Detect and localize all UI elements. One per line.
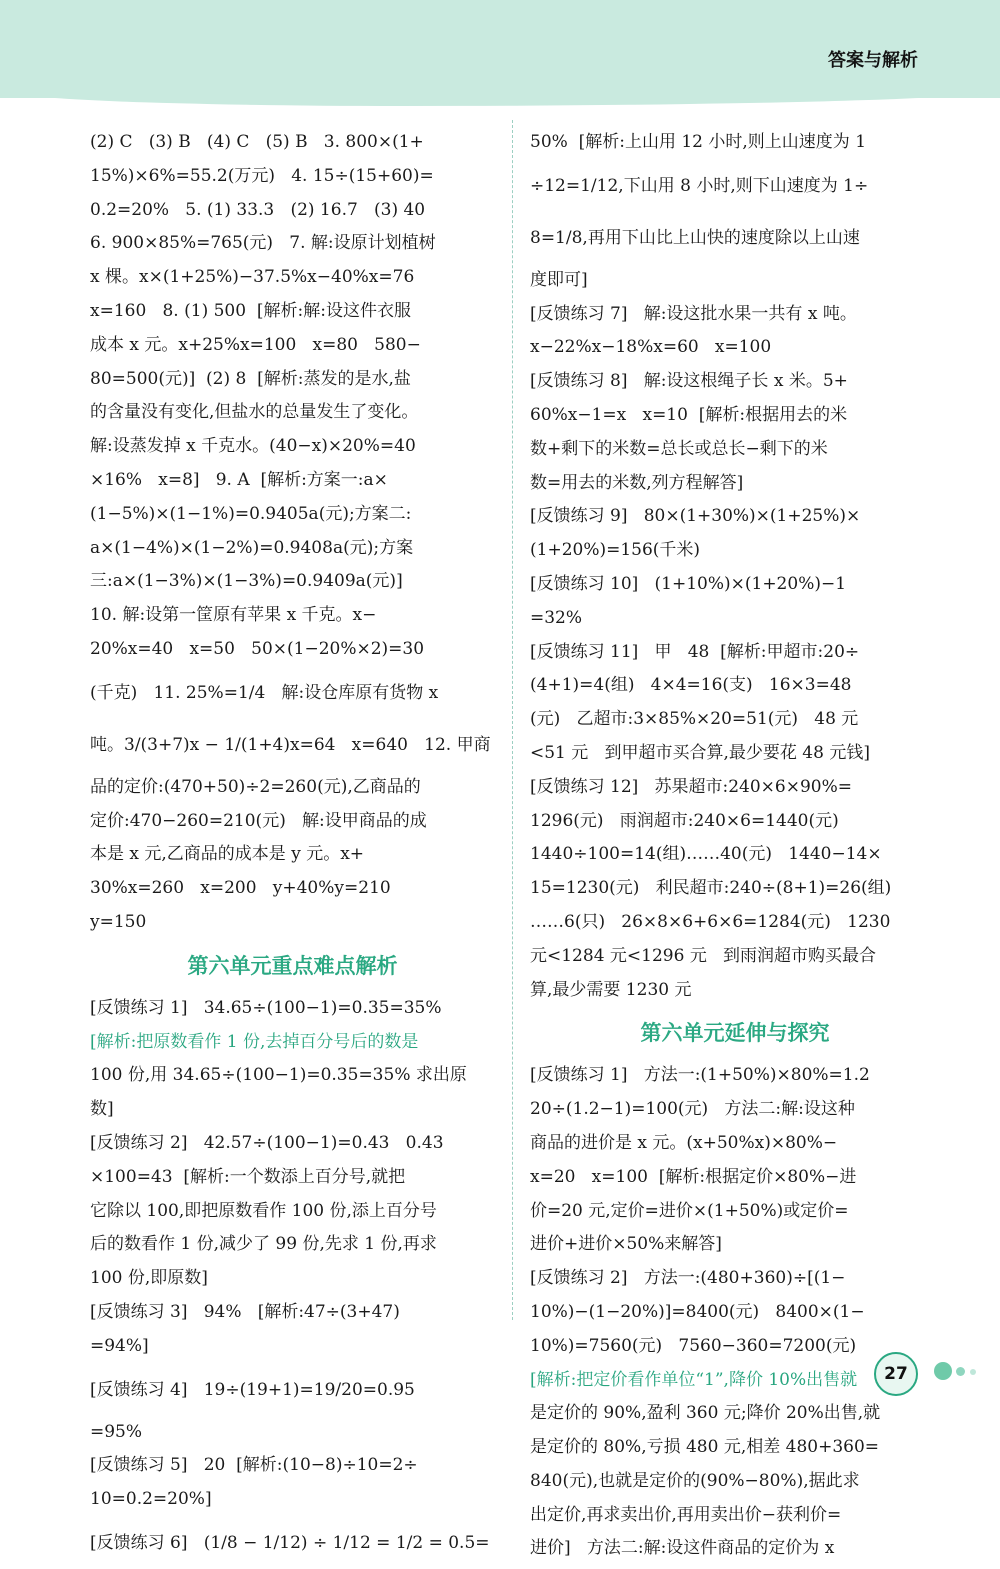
text-line: [反馈练习 1] 34.65÷(100−1)=0.35=35%	[90, 997, 442, 1018]
text-line: 10%)=7560(元) 7560−360=7200(元)	[530, 1335, 857, 1356]
text-line: [反馈练习 2] 方法一:(480+360)÷[(1−	[530, 1268, 846, 1289]
text-line: 进价] 方法二:解:设这件商品的定价为 x	[530, 1538, 835, 1559]
text-line: =94%]	[90, 1335, 149, 1356]
text-line: =32%	[530, 607, 583, 628]
text-line: 10%)−(1−20%)]=8400(元) 8400×(1−	[530, 1301, 865, 1322]
text-line: 15=1230(元) 利民超市:240÷(8+1)=26(组)	[530, 878, 892, 899]
text-line: a×(1−4%)×(1−2%)=0.9408a(元);方案	[90, 537, 414, 558]
text-line: 算,最少需要 1230 元	[530, 979, 692, 1000]
text-line: [解析:把定价看作单位“1”,降价 10%出售就	[530, 1369, 858, 1390]
text-line: 后的数看作 1 份,减少了 99 份,先求 1 份,再求	[90, 1234, 437, 1255]
text-line: [解析:把原数看作 1 份,去掉百分号后的数是	[90, 1031, 419, 1052]
text-line: x=20 x=100 [解析:根据定价×80%−进	[530, 1166, 857, 1187]
text-line: [反馈练习 1] 方法一:(1+50%)×80%=1.2	[530, 1065, 870, 1086]
page-header-title: 答案与解析	[828, 50, 918, 71]
text-line: 出定价,再求卖出价,再用卖出价−获利价=	[530, 1504, 842, 1525]
section-title-extension: 第六单元延伸与探究	[640, 1021, 830, 1046]
decorative-dot	[970, 1369, 976, 1375]
text-line: [反馈练习 2] 42.57÷(100−1)=0.43 0.43	[90, 1132, 444, 1153]
text-line: 1440÷100=14(组)……40(元) 1440−14×	[530, 844, 882, 865]
text-line: [反馈练习 5] 20 [解析:(10−8)÷10=2÷	[90, 1455, 418, 1476]
text-line: [反馈练习 12] 苏果超市:240×6×90%=	[530, 776, 853, 797]
text-line: 0.2=20% 5. (1) 33.3 (2) 16.7 (3) 40	[90, 199, 426, 220]
text-line: 100 份,即原数]	[90, 1268, 208, 1289]
text-line: <51 元 到甲超市买合算,最少要花 48 元钱]	[530, 742, 870, 763]
text-line: ×16% x=8] 9. A [解析:方案一:a×	[90, 469, 388, 490]
text-line: (1−5%)×(1−1%)=0.9405a(元);方案二:	[90, 503, 412, 524]
text-line: 的含量没有变化,但盐水的总量发生了变化。	[90, 402, 419, 423]
text-line: 它除以 100,即把原数看作 100 份,添上百分号	[90, 1200, 437, 1221]
text-line: 10=0.2=20%]	[90, 1489, 212, 1510]
text-line: 20÷(1.2−1)=100(元) 方法二:解:设这种	[530, 1099, 855, 1120]
text-line: =95%	[90, 1421, 143, 1442]
text-line: 进价+进价×50%来解答]	[530, 1234, 722, 1255]
text-line: 8=1/8,再用下山比上山快的速度除以上山速	[530, 227, 860, 248]
text-line: 是定价的 80%,亏损 480 元,相差 480+360=	[530, 1437, 880, 1458]
text-line: x=160 8. (1) 500 [解析:解:设这件衣服	[90, 300, 411, 321]
left-column	[90, 126, 495, 1569]
text-line: 度即可]	[530, 269, 588, 290]
text-line: [反馈练习 11] 甲 48 [解析:甲超市:20÷	[530, 641, 860, 662]
text-line: 是定价的 90%,盈利 360 元;降价 20%出售,就	[530, 1403, 881, 1424]
text-line: (元) 乙超市:3×85%×20=51(元) 48 元	[530, 709, 859, 730]
text-line: 数=用去的米数,列方程解答]	[530, 472, 744, 493]
text-line: 三:a×(1−3%)×(1−3%)=0.9409a(元)]	[90, 571, 403, 592]
text-line: [反馈练习 6] (1/8 − 1/12) ÷ 1/12 = 1/2 = 0.5=	[90, 1532, 490, 1553]
text-line: (2) C (3) B (4) C (5) B 3. 800×(1+	[90, 132, 424, 152]
text-line: 30%x=260 x=200 y+40%y=210	[90, 878, 391, 899]
text-line: 品的定价:(470+50)÷2=260(元),乙商品的	[90, 776, 421, 797]
text-line: [反馈练习 3] 94% [解析:47÷(3+47)	[90, 1301, 400, 1322]
text-line: 100 份,用 34.65÷(100−1)=0.35=35% 求出原	[90, 1065, 467, 1086]
decorative-dot	[934, 1362, 952, 1380]
page-number-badge	[874, 1352, 918, 1396]
text-line: (4+1)=4(组) 4×4=16(支) 16×3=48	[530, 675, 852, 696]
text-line: [反馈练习 8] 解:设这根绳子长 x 米。5+	[530, 371, 848, 392]
section-title-key-points: 第六单元重点难点解析	[187, 953, 398, 978]
text-line: 本是 x 元,乙商品的成本是 y 元。x+	[90, 844, 365, 865]
text-line: [反馈练习 10] (1+10%)×(1+20%)−1	[530, 573, 847, 594]
text-line: 1296(元) 雨润超市:240×6=1440(元)	[530, 810, 839, 831]
text-line: 20%x=40 x=50 50×(1−20%×2)=30	[90, 638, 425, 659]
text-line: 价=20 元,定价=进价×(1+50%)或定价=	[530, 1200, 849, 1221]
column-divider	[512, 120, 513, 1320]
text-line: (千克) 11. 25%=1/4 解:设仓库原有货物 x	[90, 682, 439, 703]
text-line: 解:设蒸发掉 x 千克水。(40−x)×20%=40	[90, 436, 416, 457]
text-line: 60%x−1=x x=10 [解析:根据用去的米	[530, 404, 848, 425]
text-line: 数]	[90, 1099, 114, 1120]
text-line: 定价:470−260=210(元) 解:设甲商品的成	[90, 810, 427, 831]
text-line: 80=500(元)] (2) 8 [解析:蒸发的是水,盐	[90, 368, 411, 389]
text-line: 10. 解:设第一筐原有苹果 x 千克。x−	[90, 605, 377, 626]
text-line: y=150	[90, 911, 147, 932]
text-line: 50% [解析:上山用 12 小时,则上山速度为 1	[530, 132, 867, 152]
text-line: (1+20%)=156(千米)	[530, 540, 701, 561]
right-column	[530, 126, 940, 1566]
text-line: 元<1284 元<1296 元 到雨润超市购买最合	[530, 945, 877, 966]
text-line: ×100=43 [解析:一个数添上百分号,就把	[90, 1166, 406, 1187]
text-line: [反馈练习 7] 解:设这批水果一共有 x 吨。	[530, 303, 857, 324]
text-line: [反馈练习 4] 19÷(19+1)=19/20=0.95	[90, 1379, 415, 1400]
decorative-dot	[956, 1367, 965, 1376]
text-line: [反馈练习 9] 80×(1+30%)×(1+25%)×	[530, 506, 861, 527]
text-line: 6. 900×85%=765(元) 7. 解:设原计划植树	[90, 233, 436, 254]
text-line: 数+剩下的米数=总长或总长−剩下的米	[530, 438, 828, 459]
text-line: x 棵。x×(1+25%)−37.5%x−40%x=76	[90, 267, 415, 288]
text-line: 15%)×6%=55.2(万元) 4. 15÷(15+60)=	[90, 165, 434, 186]
page-number: 27	[874, 1352, 918, 1396]
text-line: x−22%x−18%x=60 x=100	[530, 337, 772, 358]
text-line: 成本 x 元。x+25%x=100 x=80 580−	[90, 334, 421, 355]
text-line: ……6(只) 26×8×6+6×6=1284(元) 1230	[530, 911, 891, 932]
text-line: 吨。3/(3+7)x − 1/(1+4)x=64 x=640 12. 甲商	[90, 734, 491, 755]
text-line: 商品的进价是 x 元。(x+50%x)×80%−	[530, 1132, 838, 1153]
text-line: 840(元),也就是定价的(90%−80%),据此求	[530, 1470, 860, 1491]
text-line: ÷12=1/12,下山用 8 小时,则下山速度为 1÷	[530, 175, 869, 196]
